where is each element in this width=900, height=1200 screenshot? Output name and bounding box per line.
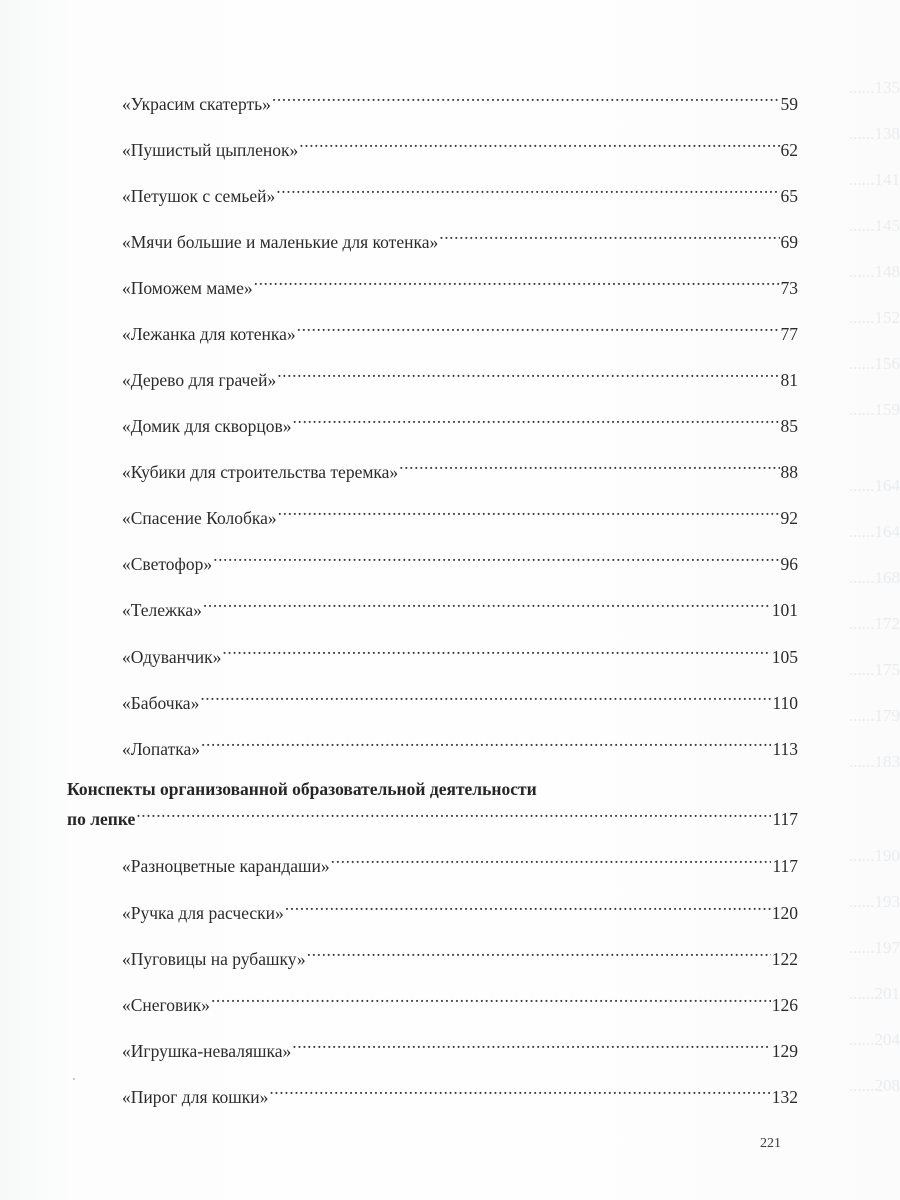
toc-entry-page: 120 (771, 903, 798, 923)
show-through-text: ......148 (849, 262, 900, 281)
toc-entry-page: 92 (780, 508, 798, 528)
toc-entry[interactable] (122, 544, 798, 574)
show-through-text: ......201 (849, 984, 900, 1003)
toc-entry-page: 122 (771, 949, 798, 969)
toc-entry-title: «Разноцветные карандаши» (122, 856, 330, 876)
toc-entry-page: 96 (780, 554, 798, 574)
toc-entry[interactable] (122, 683, 798, 713)
show-through-text: ......204 (849, 1030, 900, 1049)
toc-entry[interactable] (122, 893, 798, 923)
toc-entry-title: «Светофор» (122, 554, 213, 574)
section-title-line2-row (67, 801, 798, 827)
toc-entry-page: 113 (772, 739, 798, 759)
toc-entry-page: 69 (780, 232, 798, 252)
dot-leader (222, 637, 770, 663)
show-through-text: ......156 (849, 354, 900, 373)
toc-entry-page: 81 (780, 370, 798, 390)
toc-entry[interactable] (122, 176, 798, 206)
toc-entry-page: 59 (780, 94, 798, 114)
toc-entry[interactable] (122, 360, 798, 390)
toc-entry-page: 126 (771, 995, 798, 1015)
section-page: 117 (772, 809, 798, 829)
show-through-text: ......208 (849, 1076, 900, 1095)
toc-entry-page: 101 (771, 600, 798, 620)
toc-entry-title: «Бабочка» (122, 693, 200, 713)
show-through-text: ......164 (849, 476, 900, 495)
show-through-text: ......179 (849, 706, 900, 725)
dot-leader (277, 360, 779, 386)
show-through-text: ......168 (849, 568, 900, 587)
dot-leader (292, 1031, 771, 1057)
show-through-text: ......183 (849, 752, 900, 771)
toc-entry[interactable] (122, 590, 798, 620)
toc-entry-page: 65 (780, 186, 798, 206)
toc-entry-title: «Лопатка» (122, 739, 201, 759)
toc-entry-title: «Тележка» (122, 600, 202, 620)
toc-entry-page: 77 (780, 324, 798, 344)
show-through-text: ......135 (849, 78, 900, 97)
toc-entry-page: 62 (780, 140, 798, 160)
dot-leader (254, 268, 780, 294)
section-title-line2: по лепке (67, 809, 136, 829)
toc-entry[interactable] (122, 939, 798, 969)
dot-leader (211, 985, 771, 1011)
toc-entry[interactable] (122, 130, 798, 160)
dot-leader (203, 590, 771, 616)
toc-entry-page: 129 (771, 1041, 798, 1061)
toc-entry-title: «Ручка для расчески» (122, 903, 284, 923)
dot-leader (213, 544, 779, 570)
toc-entry-page: 85 (780, 416, 798, 436)
dot-leader (136, 801, 771, 825)
toc-entry-title: «Пирог для кошки» (122, 1087, 269, 1107)
toc-entry[interactable] (122, 1077, 798, 1107)
paper-speck (73, 1078, 75, 1080)
toc-entry[interactable] (122, 637, 798, 667)
toc-entry-title: «Пушистый цыпленок» (122, 140, 299, 160)
toc-entry-title: «Снеговик» (122, 995, 210, 1015)
dot-leader (439, 222, 779, 248)
toc-entry-title: «Кубики для строительства теремка» (122, 462, 399, 482)
toc-entry[interactable] (122, 222, 798, 252)
dot-leader (200, 683, 771, 709)
toc-entry-title: «Игрушка-неваляшка» (122, 1041, 292, 1061)
toc-entry-title: «Мячи большие и маленькие для котенка» (122, 232, 439, 252)
dot-leader (307, 939, 771, 965)
toc-entry-title: «Лежанка для котенка» (122, 324, 296, 344)
section-title-line1: Конспекты организованной образовательной деятельности (67, 779, 537, 799)
toc-entry[interactable] (122, 846, 798, 876)
dot-leader (285, 893, 771, 919)
toc-entry[interactable] (122, 84, 798, 114)
dot-leader (297, 314, 780, 340)
show-through-text: ......141 (849, 170, 900, 189)
toc-entry-page: 110 (772, 693, 798, 713)
dot-leader (269, 1077, 770, 1103)
toc-entry-title: «Дерево для грачей» (122, 370, 277, 390)
page-number: 221 (760, 1136, 781, 1151)
toc-entry[interactable] (122, 985, 798, 1015)
show-through-text: ......138 (849, 124, 900, 143)
dot-leader (331, 846, 772, 872)
show-through-text: ......152 (849, 308, 900, 327)
dot-leader (399, 452, 779, 478)
toc-entry[interactable] (122, 498, 798, 528)
toc-entry[interactable] (122, 1031, 798, 1061)
toc-entry-page: 132 (771, 1087, 798, 1107)
toc-entry-title: «Петушок с семьей» (122, 186, 276, 206)
dot-leader (278, 498, 780, 524)
toc-entry-title: «Спасение Колобка» (122, 508, 277, 528)
show-through-text: ......193 (849, 892, 900, 911)
toc-entry[interactable] (122, 268, 798, 298)
show-through-text: ......190 (849, 846, 900, 865)
show-through-text: ......145 (849, 216, 900, 235)
dot-leader (276, 176, 779, 202)
toc-entry-title: «Домик для скворцов» (122, 416, 292, 436)
toc-entry-page: 117 (772, 856, 798, 876)
dot-leader (299, 130, 779, 156)
dot-leader (272, 84, 780, 110)
dot-leader (293, 406, 780, 432)
toc-entry-title: «Одуванчик» (122, 647, 222, 667)
toc-entry-page: 105 (771, 647, 798, 667)
show-through-text: ......164 (849, 522, 900, 541)
toc-entry-page: 73 (780, 278, 798, 298)
toc-entry[interactable] (122, 314, 798, 344)
show-through-text: ......172 (849, 614, 900, 633)
section-heading[interactable] (67, 777, 798, 827)
show-through-text: ......197 (849, 938, 900, 957)
show-through-text: ......159 (849, 400, 900, 419)
toc-entry-title: «Украсим скатерть» (122, 94, 271, 114)
dot-leader (201, 729, 771, 755)
toc-entry[interactable] (122, 452, 798, 482)
toc-entry-title: «Пуговицы на рубашку» (122, 949, 306, 969)
toc-entry[interactable] (122, 406, 798, 436)
toc-entry-page: 88 (780, 462, 798, 482)
show-through-text: ......175 (849, 660, 900, 679)
toc-entry-title: «Поможем маме» (122, 278, 253, 298)
toc-entry[interactable] (122, 729, 798, 759)
